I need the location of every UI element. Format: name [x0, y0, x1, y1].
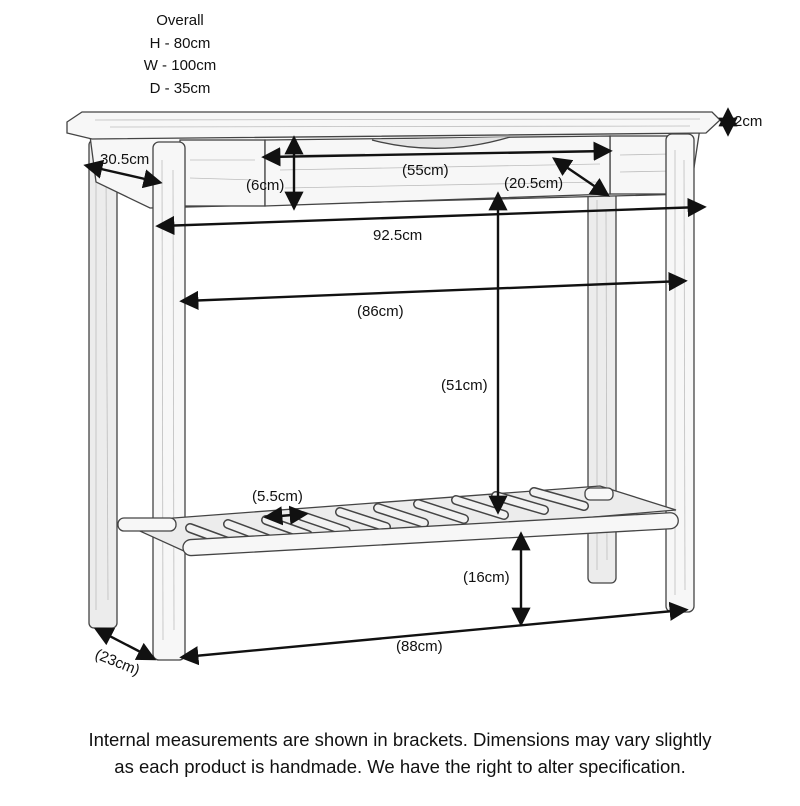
top-depth-label: 30.5cm [100, 151, 150, 168]
apron-width-label: 92.5cm [373, 227, 423, 244]
overall-width: W - 100cm [143, 57, 217, 74]
overall-depth: D - 35cm [149, 79, 211, 97]
front-left-leg [153, 142, 185, 660]
inner-width-label: (86cm) [357, 303, 404, 320]
footer-line-2: as each product is handmade. We have the right to alter specification. [114, 756, 686, 777]
front-right-leg [666, 134, 694, 612]
top-thickness-label: 2cm [734, 113, 763, 130]
footer-line-1: Internal measurements are shown in brackets. Dimensions may vary slightly [88, 729, 712, 750]
drawer-height-label: (6cm) [246, 177, 285, 194]
base-width-label: (88cm) [396, 638, 443, 655]
overall-heading: Overall [156, 12, 204, 29]
apron-width-arrow [160, 207, 702, 226]
inner-height-label: (51cm) [441, 377, 488, 394]
shelf-height-label: (16cm) [463, 569, 510, 586]
slat-gap-label: (5.5cm) [252, 488, 303, 505]
back-left-leg [89, 140, 117, 628]
drawer-width-label: (55cm) [402, 162, 449, 179]
base-depth-label: (23cm) [92, 645, 143, 680]
overall-height: H - 80cm [149, 34, 211, 52]
drawer-depth-label: (20.5cm) [504, 175, 564, 192]
footer-note [0, 726, 800, 780]
overall-dimensions [110, 10, 250, 100]
